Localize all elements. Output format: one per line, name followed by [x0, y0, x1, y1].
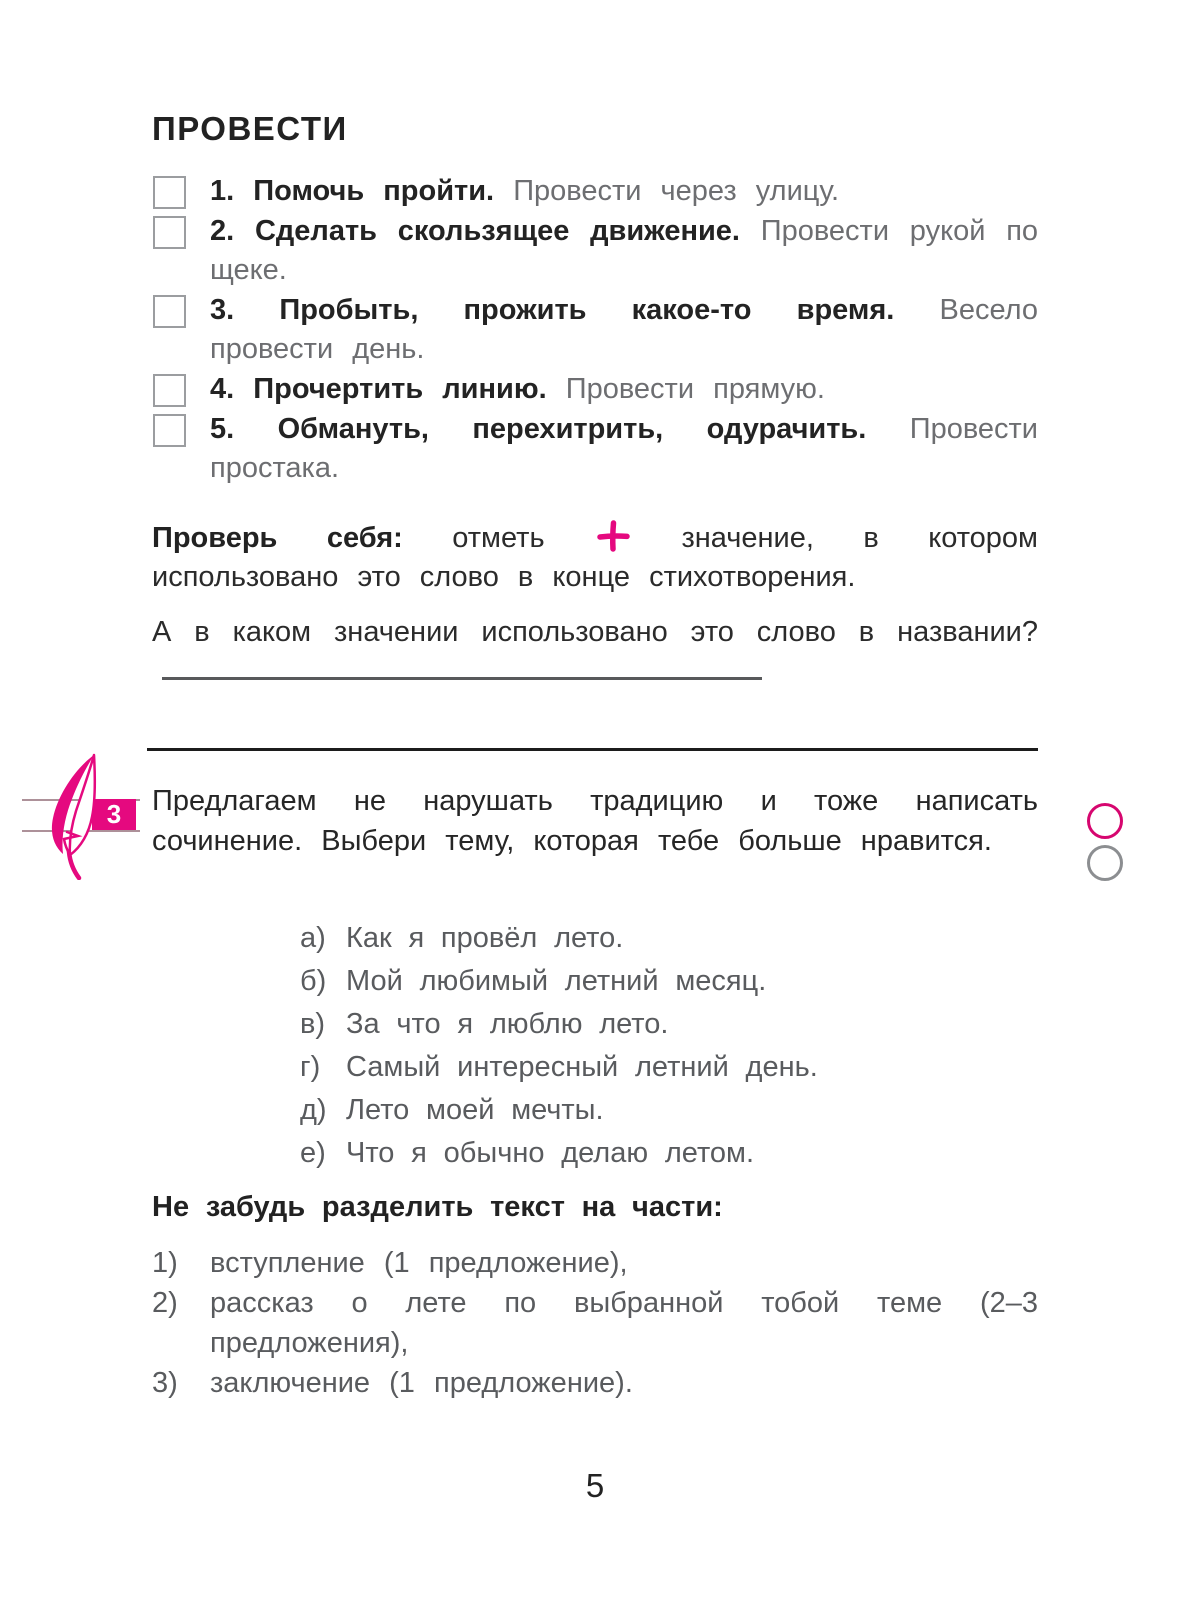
sense-definition: Пробыть, прожить какое-то время.	[279, 294, 895, 326]
option-letter: д)	[300, 1094, 327, 1126]
sense-1-checkbox[interactable]	[153, 176, 186, 209]
sense-number: 1.	[210, 175, 235, 207]
check-yourself-label: Проверь себя:	[152, 522, 403, 554]
option-v	[300, 1003, 818, 1046]
option-a	[300, 917, 818, 960]
part-text: рассказ о лете по выбранной тобой теме (2–3 предложения),	[210, 1287, 1038, 1359]
option-text: Самый интересный летний день.	[346, 1051, 818, 1083]
sense-example: Весело провести день.	[210, 294, 1039, 365]
sense-item-1	[210, 172, 1038, 211]
option-b	[300, 960, 818, 1003]
essay-topic-options	[300, 917, 818, 1175]
option-letter: г)	[300, 1051, 321, 1083]
option-text: За что я люблю лето.	[346, 1008, 669, 1040]
part-number: 1)	[152, 1247, 178, 1279]
sense-number: 4.	[210, 373, 235, 405]
option-g	[300, 1046, 818, 1089]
sense-definition: Помочь пройти.	[253, 175, 495, 207]
sense-4-checkbox[interactable]	[153, 374, 186, 407]
part-number: 2)	[152, 1287, 178, 1319]
sense-example: Провести прямую.	[565, 373, 825, 405]
option-d	[300, 1089, 818, 1132]
sense-item-2	[210, 212, 1038, 290]
sense-2-checkbox[interactable]	[153, 216, 186, 249]
sense-example: Провести через улицу.	[513, 175, 840, 207]
task-number-badge: 3	[92, 799, 136, 830]
sense-example: Провести простака.	[210, 413, 1039, 484]
text-parts-list	[152, 1243, 1038, 1403]
option-letter: в)	[300, 1008, 326, 1040]
sense-definition: Обмануть, перехитрить, одурачить.	[277, 413, 867, 445]
option-text: Лето моей мечты.	[346, 1094, 604, 1126]
sense-item-4	[210, 370, 1038, 409]
check-yourself-text-after: значение, в котором использовано это слово в конце стихотворения.	[152, 522, 1038, 593]
task-intro-paragraph: Предлагаем не нарушать традицию и тоже написать сочинение. Выбери тему, которая тебе больше нравится.	[152, 785, 1038, 857]
senses-list	[210, 172, 1038, 489]
section-divider	[147, 748, 1038, 751]
option-e	[300, 1132, 818, 1175]
question-text: А в каком значении использовано это слово в названии?	[152, 616, 1038, 648]
reminder-heading: Не забудь разделить текст на части:	[152, 1191, 723, 1223]
part-text: заключение (1 предложение).	[210, 1367, 633, 1399]
task-marker	[22, 752, 140, 880]
sense-number: 3.	[210, 294, 235, 326]
part-number: 3)	[152, 1367, 178, 1399]
option-letter: е)	[300, 1137, 326, 1169]
part-2	[152, 1283, 1038, 1363]
margin-circle-pink[interactable]	[1087, 803, 1123, 839]
part-text: вступление (1 предложение),	[210, 1247, 628, 1279]
quill-feather-icon	[34, 752, 104, 880]
sense-item-3	[210, 291, 1038, 369]
sense-3-checkbox[interactable]	[153, 295, 186, 328]
option-text: Что я обычно делаю летом.	[346, 1137, 755, 1169]
option-text: Мой любимый летний месяц.	[346, 965, 767, 997]
sense-number: 5.	[210, 413, 235, 445]
sense-5-checkbox[interactable]	[153, 414, 186, 447]
check-yourself-paragraph	[152, 519, 1038, 597]
sense-definition: Сделать скользящее движение.	[254, 215, 740, 247]
headword-title: ПРОВЕСТИ	[152, 110, 348, 147]
sense-number: 2.	[210, 215, 235, 247]
part-3	[152, 1363, 1038, 1403]
option-letter: б)	[300, 965, 327, 997]
option-text: Как я провёл лето.	[346, 922, 624, 954]
page-number: 5	[585, 1467, 605, 1504]
answer-blank-line[interactable]	[162, 669, 762, 680]
part-1	[152, 1243, 1038, 1283]
sense-definition: Прочертить линию.	[253, 373, 547, 405]
question-paragraph	[152, 613, 1038, 691]
margin-circle-gray[interactable]	[1087, 845, 1123, 881]
sense-item-5	[210, 410, 1038, 488]
option-letter: а)	[300, 922, 326, 954]
sense-example: Провести рукой по щеке.	[210, 215, 1039, 286]
plus-mark-icon	[596, 520, 630, 552]
check-yourself-text-before: отметь	[452, 522, 545, 554]
